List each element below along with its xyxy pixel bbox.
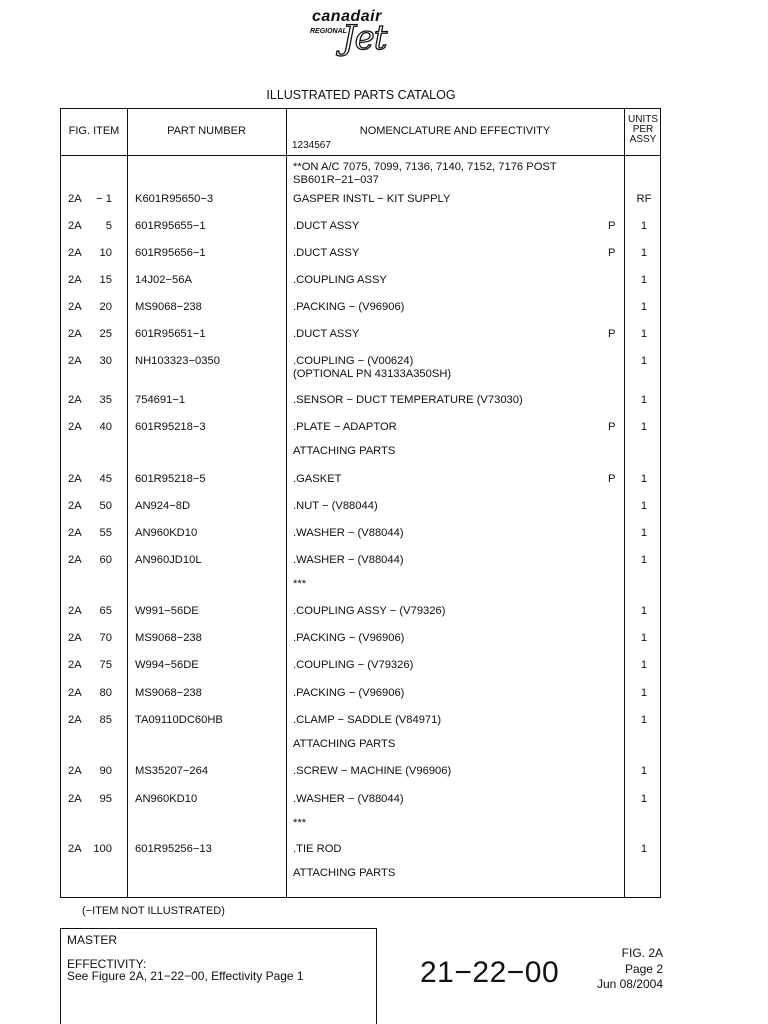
row-fig: 2A xyxy=(68,193,82,205)
row-fig: 2A xyxy=(68,659,82,671)
row-item: 40 xyxy=(99,421,112,433)
row-part-number: 601R95655−1 xyxy=(135,220,206,232)
logo-regional: REGIONAL xyxy=(310,28,347,35)
row-units: 1 xyxy=(640,355,648,367)
row-part-number: AN960KD10 xyxy=(135,793,198,805)
row-fig: 2A xyxy=(68,843,82,855)
row-nomenclature: .GASKET xyxy=(293,473,342,485)
col-divider xyxy=(127,109,128,897)
row-units: 1 xyxy=(640,473,648,485)
row-nomenclature: .PACKING − (V96906) xyxy=(293,687,405,699)
row-fig: 2A xyxy=(68,605,82,617)
page-title: ILLUSTRATED PARTS CATALOG xyxy=(266,88,456,102)
row-nomenclature: .PACKING − (V96906) xyxy=(293,632,405,644)
row-item: 80 xyxy=(99,687,112,699)
footer-fig: FIG. 2A xyxy=(621,946,663,960)
row-item: 85 xyxy=(99,714,112,726)
row-p-flag: P xyxy=(608,328,616,340)
row-units: 1 xyxy=(640,301,648,313)
logo-brand: canadair xyxy=(312,8,382,25)
row-units: 1 xyxy=(640,220,648,232)
row-fig: 2A xyxy=(68,500,82,512)
row-nomenclature: .DUCT ASSY xyxy=(293,220,360,232)
row-item: 5 xyxy=(105,220,112,232)
footer-page: Page 2 xyxy=(624,962,663,976)
row-nomenclature: *** xyxy=(293,817,307,829)
row-item: 30 xyxy=(99,355,112,367)
row-units: 1 xyxy=(640,765,648,777)
row-part-number: 601R95656−1 xyxy=(135,247,206,259)
col-divider xyxy=(624,109,625,897)
row-part-number: AN960KD10 xyxy=(135,527,198,539)
row-nomenclature: **ON A/C 7075, 7099, 7136, 7140, 7152, 7176 POST xyxy=(293,161,557,173)
row-nomenclature: .PACKING − (V96906) xyxy=(293,301,405,313)
header-units-2: PER xyxy=(632,124,654,135)
row-fig: 2A xyxy=(68,527,82,539)
row-fig: 2A xyxy=(68,554,82,566)
header-fig-item: FIG. ITEM xyxy=(68,125,120,137)
row-part-number: 601R95651−1 xyxy=(135,328,206,340)
row-part-number: MS35207−264 xyxy=(135,765,209,777)
row-units: 1 xyxy=(640,632,648,644)
row-units: 1 xyxy=(640,247,648,259)
row-part-number: 601R95218−3 xyxy=(135,421,206,433)
row-part-number: K601R95650−3 xyxy=(135,193,214,205)
row-nomenclature: .COUPLING ASSY − (V79326) xyxy=(293,605,446,617)
row-part-number: MS9068−238 xyxy=(135,632,202,644)
not-illustrated-note: (−ITEM NOT ILLUSTRATED) xyxy=(82,905,225,917)
row-item: 90 xyxy=(99,765,112,777)
footer-effectivity-label: EFFECTIVITY: xyxy=(67,957,147,971)
row-item: 10 xyxy=(99,247,112,259)
row-units: 1 xyxy=(640,394,648,406)
row-part-number: 754691−1 xyxy=(135,394,186,406)
row-item: 20 xyxy=(99,301,112,313)
row-item: 55 xyxy=(99,527,112,539)
footer-master: MASTER xyxy=(67,933,118,947)
row-units: 1 xyxy=(640,554,648,566)
row-fig: 2A xyxy=(68,632,82,644)
row-fig: 2A xyxy=(68,473,82,485)
canadair-logo xyxy=(300,6,430,62)
row-units: 1 xyxy=(640,328,648,340)
header-divider xyxy=(61,155,660,156)
row-p-flag: P xyxy=(608,421,616,433)
row-units: 1 xyxy=(640,714,648,726)
row-fig: 2A xyxy=(68,421,82,433)
header-units-3: ASSY xyxy=(629,134,657,145)
row-item: 15 xyxy=(99,274,112,286)
row-nomenclature: GASPER INSTL − KIT SUPPLY xyxy=(293,193,451,205)
row-item: 75 xyxy=(99,659,112,671)
row-fig: 2A xyxy=(68,793,82,805)
row-nomenclature: .SENSOR − DUCT TEMPERATURE (V73030) xyxy=(293,394,523,406)
row-part-number: NH103323−0350 xyxy=(135,355,220,367)
row-nomenclature: .COUPLING − (V00624) xyxy=(293,355,414,367)
row-nomenclature: .WASHER − (V88044) xyxy=(293,527,404,539)
row-units: 1 xyxy=(640,421,648,433)
row-p-flag: P xyxy=(608,220,616,232)
footer-effectivity-text: See Figure 2A, 21−22−00, Effectivity Page 1 xyxy=(67,969,304,983)
row-units: 1 xyxy=(640,274,648,286)
row-fig: 2A xyxy=(68,328,82,340)
row-fig: 2A xyxy=(68,274,82,286)
row-nomenclature: .COUPLING − (V79326) xyxy=(293,659,414,671)
row-nomenclature: .COUPLING ASSY xyxy=(293,274,387,286)
row-nomenclature-line2: SB601R−21−037 xyxy=(293,174,379,186)
row-part-number: 601R95218−5 xyxy=(135,473,206,485)
row-units: 1 xyxy=(640,605,648,617)
row-nomenclature: .TIE ROD xyxy=(293,843,342,855)
row-nomenclature: .SCREW − MACHINE (V96906) xyxy=(293,765,452,777)
row-nomenclature: .CLAMP − SADDLE (V84971) xyxy=(293,714,442,726)
row-part-number: W994−56DE xyxy=(135,659,199,671)
row-units: 1 xyxy=(640,793,648,805)
row-units: 1 xyxy=(640,527,648,539)
row-part-number: 601R95256−13 xyxy=(135,843,212,855)
footer-effectivity-box xyxy=(60,928,377,1024)
row-fig: 2A xyxy=(68,687,82,699)
row-nomenclature: .NUT − (V88044) xyxy=(293,500,378,512)
row-item: 100 xyxy=(93,843,112,855)
row-nomenclature: .DUCT ASSY xyxy=(293,247,360,259)
row-nomenclature: ATTACHING PARTS xyxy=(293,445,396,457)
row-part-number: AN960JD10L xyxy=(135,554,202,566)
header-nomenclature: NOMENCLATURE AND EFFECTIVITY xyxy=(359,125,551,137)
row-fig: 2A xyxy=(68,714,82,726)
row-part-number: MS9068−238 xyxy=(135,301,202,313)
row-part-number: 14J02−56A xyxy=(135,274,192,286)
row-nomenclature: .PLATE − ADAPTOR xyxy=(293,421,397,433)
row-item: 95 xyxy=(99,793,112,805)
header-units-1: UNITS xyxy=(628,114,658,125)
footer-date: Jun 08/2004 xyxy=(596,977,663,991)
header-effectivity-digits: 1234567 xyxy=(292,140,331,151)
row-item: 35 xyxy=(99,394,112,406)
chapter-number: 21−22−00 xyxy=(420,956,560,989)
header-units xyxy=(624,115,662,145)
row-nomenclature: ATTACHING PARTS xyxy=(293,867,396,879)
col-divider xyxy=(286,109,287,897)
row-part-number: W991−56DE xyxy=(135,605,199,617)
row-part-number: TA09110DC60HB xyxy=(135,714,223,726)
row-item: 45 xyxy=(99,473,112,485)
row-units: RF xyxy=(636,193,652,205)
row-nomenclature: .WASHER − (V88044) xyxy=(293,793,404,805)
row-item: 70 xyxy=(99,632,112,644)
row-fig: 2A xyxy=(68,394,82,406)
header-part-number: PART NUMBER xyxy=(167,125,246,137)
row-item: 50 xyxy=(99,500,112,512)
row-nomenclature: .DUCT ASSY xyxy=(293,328,360,340)
row-fig: 2A xyxy=(68,765,82,777)
row-nomenclature-line2: (OPTIONAL PN 43133A350SH) xyxy=(293,368,452,380)
row-nomenclature: ATTACHING PARTS xyxy=(293,738,396,750)
row-item: 25 xyxy=(99,328,112,340)
row-fig: 2A xyxy=(68,247,82,259)
parts-table xyxy=(60,108,661,898)
row-units: 1 xyxy=(640,843,648,855)
row-units: 1 xyxy=(640,659,648,671)
row-units: 1 xyxy=(640,500,648,512)
row-fig: 2A xyxy=(68,220,82,232)
row-fig: 2A xyxy=(68,301,82,313)
row-p-flag: P xyxy=(608,473,616,485)
row-units: 1 xyxy=(640,687,648,699)
row-nomenclature: *** xyxy=(293,578,307,590)
row-nomenclature: .WASHER − (V88044) xyxy=(293,554,404,566)
row-fig: 2A xyxy=(68,355,82,367)
row-item: 65 xyxy=(99,605,112,617)
row-item: − 1 xyxy=(96,193,112,205)
row-item: 60 xyxy=(99,554,112,566)
row-part-number: MS9068−238 xyxy=(135,687,202,699)
logo-jet: Jet xyxy=(342,18,387,58)
row-part-number: AN924−8D xyxy=(135,500,191,512)
row-p-flag: P xyxy=(608,247,616,259)
